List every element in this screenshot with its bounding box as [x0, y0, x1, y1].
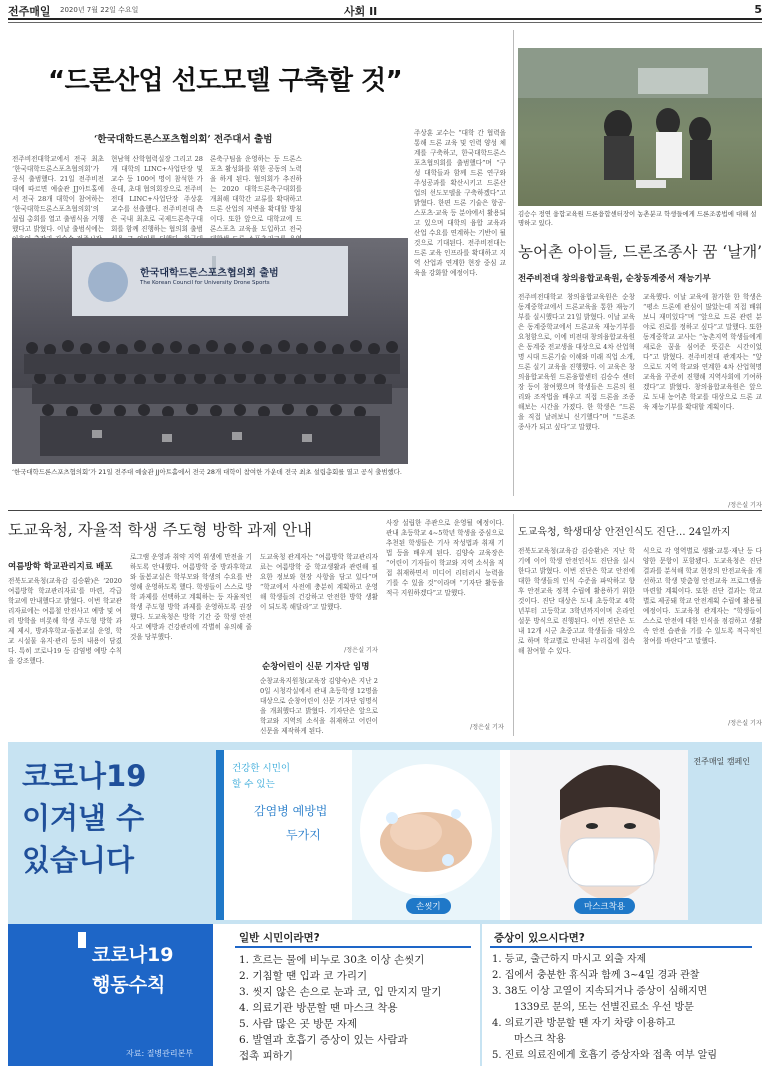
symptom-item: 1. 등교, 출근하지 마시고 외출 자제 [492, 954, 647, 965]
reporters-body: 순창교육지원청(교육장 김양숙)은 지난 20일 시청각실에서 관내 초등학생 12명을 대상으로 순창어린이 신문 기자단 임명식을 개최했다고 밝혔다. 기자단은 앞으로 학교와 지역의 소식을 취재하고 어린이 신문을 제작하게 된다. [260, 677, 378, 735]
general-item: 4. 의료기관 방문할 땐 마스크 착용 [239, 1002, 398, 1014]
covid-campaign-ad [8, 742, 762, 1066]
poster-line-4: 두가지 [286, 828, 321, 842]
vacation-body-column-4: 사장 설립한 주관으로 운영될 예정이다. 관내 초등학교 4~5학년 학생을 중심으로 추천된 학생들은 기사 작성법과 취재 기법 등을 배우게 된다. 김양숙 교육장은 “어린이 기자들이 학교와 지역 소식을 직접 취재하면서 미디어 리터러시 능력을 기를 수 있을 것”이라며 “기자단 활동을 적극 지원하겠다”고 말했다. [386, 519, 504, 597]
symptom-item: 1339로 문의, 또는 선별진료소 우선 방문 [514, 1002, 694, 1013]
handwash-label: 손씻기 [406, 898, 451, 914]
vacation-body-column-1: 전북도교육청(교육감 김승환)은 ‘2020 여름방학 학교관리자료’를 마련, 각급 학교에 안내했다고 밝혔다. 이번 학교관리자료에는 여름철 안전사고 예방 및 여러 방학을 비롯해 학생 주도형 방학 과제 제시, 방과후학교·돌봄교실 운영, 학교 시설물 유지·관리 등의 내용이 담겼다. 특히 코로나19 등 감염병 예방 수칙을 강조했다. [8, 577, 122, 665]
ad-sponsor: 전주매일 캠페인 [693, 757, 750, 766]
group-photo [12, 238, 408, 464]
symptom-item: 2. 집에서 충분한 휴식과 함께 3~4일 경과 관찰 [492, 970, 700, 981]
rules-source: 자료: 질병관리본부 [126, 1049, 194, 1058]
body-column-1: 전주비전대학교에서 전국 최초 ‘한국대학드론스포츠협의회’가 공식 출범했다. 21일 전주비전대에 따르면 예술관 JJ아트홀에서 전국 28개 대학이 참여하는 ‘한국대학드론스포츠협의회’의 설립 총회를 열고 출범식을 거행했다고 밝혔다. 이날 출범식에는 [12, 155, 104, 233]
subhead: ‘한국대학드론스포츠협의회’ 전주대서 출범 [94, 134, 273, 145]
vacation-body-column-3: 도교육청 관계자는 “여름방학 학교관리자료는 여름방학 중 학교생활과 관련해 필요한 정보와 현장 사항을 담고 있다”며 “학교에서 사전에 충분히 계획하고 운영해 학생들의 건강하고 안전한 방학 생활이 되도록 해달라”고 말했다. [260, 553, 378, 611]
body-column-2: 현남혁 산학협력실장 그리고 28개 대학의 LINC+사업단장 및 교수 등 100여 명이 참석한 가운데, 초대 협의회장으로 전주비전대 LINC+사업단장 주상훈 교수를 선출했다. 전주비전대 측은 국내 최초로 국제드론축구대회를 함께 진행하는 협의회 출범 [111, 155, 203, 233]
column-divider [513, 30, 514, 496]
prevention-poster [216, 750, 688, 920]
subhead-child-reporters: 순창어린이 신문 기자단 임명 [262, 662, 370, 672]
symptom-title: 증상이 있으시다면? [494, 932, 585, 944]
body-column-3: 론축구팀을 운영하는 등 드론스포츠 활성화를 위한 공동의 노력을 하게 된다. 협의회가 추진하는 2020 대학드론축구대회를 개최해 대학간 교류를 확대하고 드론 산업의 저변을 확대할 방침이다. 또한 앞으로 대학교에 드론스포츠 교육을 도입하고 전국 [210, 155, 302, 233]
section-rule-1 [8, 510, 762, 511]
newspaper-logo: 전주매일 [8, 5, 51, 18]
poster-line-1: 건강한 시민이 [232, 763, 291, 774]
article-drone-council [8, 48, 510, 496]
ad-title-1: 코로나19 [22, 759, 147, 793]
general-title: 일반 시민이라면? [239, 932, 320, 944]
vacation-byline-1: /정은실 기자 [344, 647, 378, 654]
mask-image [510, 750, 688, 920]
section-name: 사회 II [344, 5, 378, 18]
poster-left-bar [216, 750, 224, 920]
symptom-item: 4. 의료기관 방문할 땐 자기 차량 이용하고 [492, 1018, 676, 1029]
mask-label: 마스크착용 [574, 898, 635, 914]
photo-caption: ‘한국대학드론스포츠협의회’가 21일 전주대 예술관 JJ아트홀에서 전국 28개 대학이 참여한 가운데 전국 최초 설립총회를 열고 공식 출범했다. [12, 468, 402, 476]
banner-subtitle: The Korean Council for University Drone Sports [140, 280, 270, 286]
handwash-icon [352, 750, 500, 920]
banner-title: 한국대학드론스포츠협의회 출범 [140, 268, 279, 279]
safety-body-column-1: 전북도교육청(교육감 김승환)은 지난 학기에 이어 학생 안전인식도 진단을 실시한다고 밝혔다. 이번 진단은 학교 안전에 대한 학생들의 인식 수준을 파악하고 향후 안전교육 정책 수립에 활용하기 위한 것이다. 진단 대상은 도내 초등학교 4학년부터 고등학교 3학년까지이며 온라인 설문 방식으로 진행된다. 이번 진단은 도내 12개 시군 초중고교 학생들을 대상으로 하며 학교별로 안내된 누리집에 접속해 참여할 수 있다. [518, 547, 635, 655]
headline-safety-survey: 도교육청, 학생대상 안전인식도 진단… 24일까지 [518, 527, 731, 538]
ad-title-3: 있습니다 [22, 843, 135, 877]
rural-byline: /정은실 기자 [728, 502, 762, 509]
general-item: 6. 발열과 호흡기 증상이 있는 사람과 [239, 1034, 408, 1046]
symptom-item: 마스크 착용 [514, 1034, 566, 1045]
general-citizen-panel [213, 924, 480, 1066]
symptom-item: 5. 진료 의료진에게 호흡기 증상자와 접촉 여부 알림 [492, 1050, 717, 1061]
symptom-item: 3. 38도 이상 고열이 지속되거나 증상이 심해지면 [492, 986, 708, 997]
header-rule-thin [8, 22, 762, 23]
vacation-byline-2: /정은실 기자 [470, 724, 504, 731]
drone-class-photo [518, 48, 762, 206]
handwash-image [352, 750, 500, 920]
rural-body-column-1: 전주비전대학교 창의융합교육원은 순창동계중학교에서 드론교육을 통한 재능기부를 실시했다고 21일 밝혔다. 이날 교육은 동계중학교에서 드론교육 재능기부를 요청함으로, 이에 비전대 창의융합교육원은 동계중 전교생을 대상으로 4차 산업혁명 시대 드론기술 이해와 미래 직업 소개, 드론 실기 교육을 진행했다. 이 교육은 창의융합교육원 드론융합센터 김승수 센터장 등이 참여했으며 학생들은 드론의 원리와 조작법을 배우고 직접 드론을 조종해보는 시간을 가졌다. 한 학생은 “드론을 직접 날려보니 신기했다”며 “드론조종사가 되고 싶다”고 말했다. [518, 293, 635, 431]
safety-body-column-2: 식으로 각 영역별로 생활·교통·재난 등 다양한 문항이 포함됐다. 도교육청은 진단 결과를 분석해 학교 현장의 안전교육을 개선하고 학생 맞춤형 안전교육 프로그램을 마련할 계획이다. 또한 진단 결과는 학교별로 제공돼 학교 안전계획 수립에 활용될 예정이다. 도교육청 관계자는 “학생들이 스스로 안전에 대한 인식을 점검하고 생활 속 안전 습관을 기를 수 있도록 적극적인 참여를 바란다”고 말했다. [643, 547, 762, 645]
drone-photo-caption: 김승수 정연 융합교육원 드론융합센터장이 농촌분교 학생들에게 드론조종법에 대해 설명하고 있다. [518, 210, 757, 227]
masthead [8, 3, 762, 17]
general-item: 5. 사람 많은 곳 방문 자제 [239, 1018, 357, 1030]
rules-accent-bar [78, 932, 86, 948]
vacation-body-column-2: 로그램 운영과 취약 지역 위생에 만전을 기하도록 안내했다. 여름방학 중 방과후학교와 돌봄교실은 학부모와 학생의 수요를 반영해 운영하도록 했다. 학생들이 스스로 방학 과제를 선택하고 계획하는 등 자율적인 학생 주도형 방학 과제를 운영하도록 권장했다. 도교육청은 방학 기간 중 학생 안전사고 예방과 건강관리에 각별히 유의해 줄 것을 당부했다. [130, 553, 252, 641]
ad-title-2: 이겨낼 수 [22, 801, 145, 835]
subhead-rural-kids: 전주비전대 창의융합교육원, 순창동계중서 재능기부 [518, 274, 711, 284]
symptom-panel [482, 924, 762, 1066]
headline: “드론산업 선도모델 구축할 것” [48, 66, 403, 96]
rules-title-2: 행동수칙 [92, 974, 166, 996]
general-list [239, 952, 441, 1064]
header-rule [8, 18, 762, 20]
subhead-vacation: 여름방학 학교관리지료 배포 [8, 562, 113, 572]
body-column-4: 주상훈 교수는 “대학 간 협력을 통해 드론 교육 및 인력 양성 체계를 구축하고, 한국대학드론스포츠협의회를 출범했다”며 “구성 대학들과 함께 드론 연구와 주성공과를 확산시키고 드론산업의 선도모델을 구축하겠다”고 밝혔다. 한편 드론 기술은 항공·스포츠·교육 등 분야에서 활용되고 있으며 대학의 융합 교육과 산업 수요를 연계하는 기반이 될 것으로 기대된다. 전주비전대는 드론 교육 인프라를 확대하고 지역 산업과 연계한 현장 중심 교육을 강화할 예정이다. [414, 129, 506, 277]
general-item: 3. 씻지 않은 손으로 눈과 코, 입 만지지 말기 [239, 986, 442, 998]
general-item: 1. 흐르는 물에 비누로 30초 이상 손씻기 [239, 954, 425, 966]
symptom-list [492, 952, 717, 1064]
poster-line-2: 할 수 있는 [232, 779, 275, 790]
rules-title-1: 코로나19 [92, 944, 174, 966]
mask-person-icon [510, 750, 688, 920]
headline-vacation-tasks: 도교육청, 자율적 학생 주도형 방학 과제 안내 [8, 521, 313, 539]
rules-title-panel [8, 924, 213, 1066]
rural-body-column-2: 교육했다. 이날 교육에 참가한 한 학생은 “평소 드론에 관심이 많았는데 직접 배워보니 재미있다”며 “앞으로 드론 관련 분야로 진로를 정하고 싶다”고 말했다. 또한 동계중학교 교사는 “농촌지역 학생들에게 새로운 꿈을 심어준 뜻깊은 시간이었다”고 밝혔다. 전주비전대 관계자는 “앞으로도 지역 학교와 연계한 4차 산업혁명 교육을 꾸준히 진행해 지역사회에 기여하겠다”고 밝혔다. 창의융합교육원은 앞으로 도내 농어촌 학교를 대상으로 드론 교육 재능기부를 확대할 계획이다. [643, 293, 762, 411]
headline-rural-kids: 농어촌 아이들, 드론조종사 꿈 ‘날개’ [518, 243, 763, 261]
general-item: 2. 기침할 땐 입과 코 가리기 [239, 970, 368, 982]
page-number: 5 [754, 3, 762, 16]
general-title-rule [235, 946, 471, 948]
symptom-title-rule [490, 946, 752, 948]
poster-line-3: 감염병 예방법 [254, 804, 328, 818]
general-item: 접촉 피하기 [239, 1050, 294, 1062]
column-divider-2 [513, 514, 514, 736]
safety-byline: /정은실 기자 [728, 720, 762, 727]
drone-class-image [518, 48, 762, 206]
issue-date: 2020년 7월 22일 수요일 [60, 6, 139, 14]
